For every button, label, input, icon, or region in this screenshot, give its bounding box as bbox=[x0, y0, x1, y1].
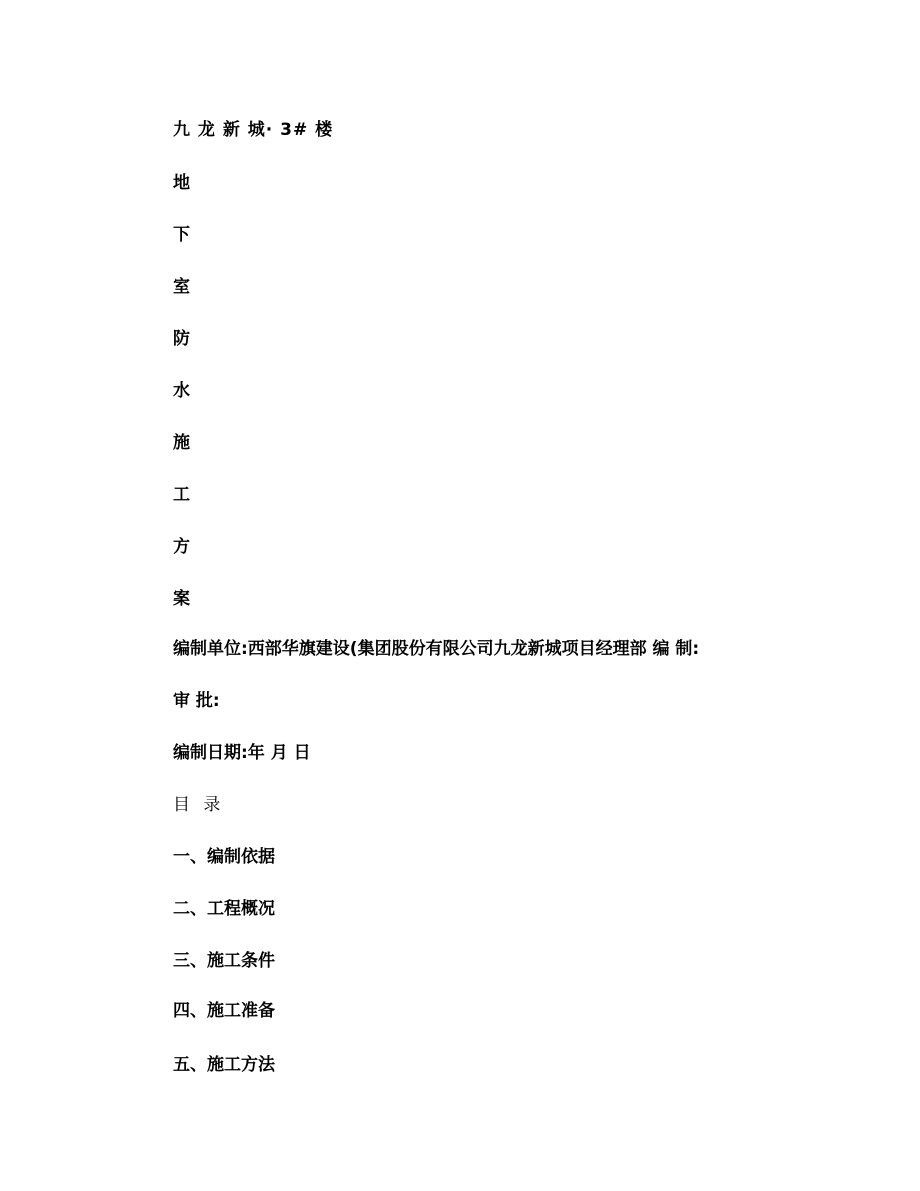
vertical-title-char: 方 bbox=[173, 537, 190, 557]
toc-item: 三、施工条件 bbox=[173, 951, 275, 971]
toc-title: 目 录 bbox=[173, 795, 225, 815]
vertical-title-char: 防 bbox=[173, 329, 190, 349]
document-title: 九 龙 新 城· 3# 楼 bbox=[173, 120, 334, 140]
vertical-title-char: 施 bbox=[173, 433, 190, 453]
vertical-title-char: 工 bbox=[173, 485, 190, 505]
compile-date-line: 编制日期:年 月 日 bbox=[173, 743, 311, 763]
vertical-title-char: 案 bbox=[173, 589, 190, 609]
vertical-title-char: 下 bbox=[173, 225, 190, 245]
vertical-title-char: 室 bbox=[173, 277, 190, 297]
toc-item: 一、编制依据 bbox=[173, 847, 275, 867]
approval-line: 审 批: bbox=[173, 691, 220, 711]
vertical-title-char: 水 bbox=[173, 381, 190, 401]
toc-item: 五、施工方法 bbox=[173, 1055, 275, 1075]
toc-item: 四、施工准备 bbox=[173, 1001, 275, 1021]
vertical-title-char: 地 bbox=[173, 173, 190, 193]
toc-item: 二、工程概况 bbox=[173, 899, 275, 919]
compiling-unit-line: 编制单位:西部华旗建设(集团股份有限公司九龙新城项目经理部 编 制: bbox=[173, 639, 700, 659]
